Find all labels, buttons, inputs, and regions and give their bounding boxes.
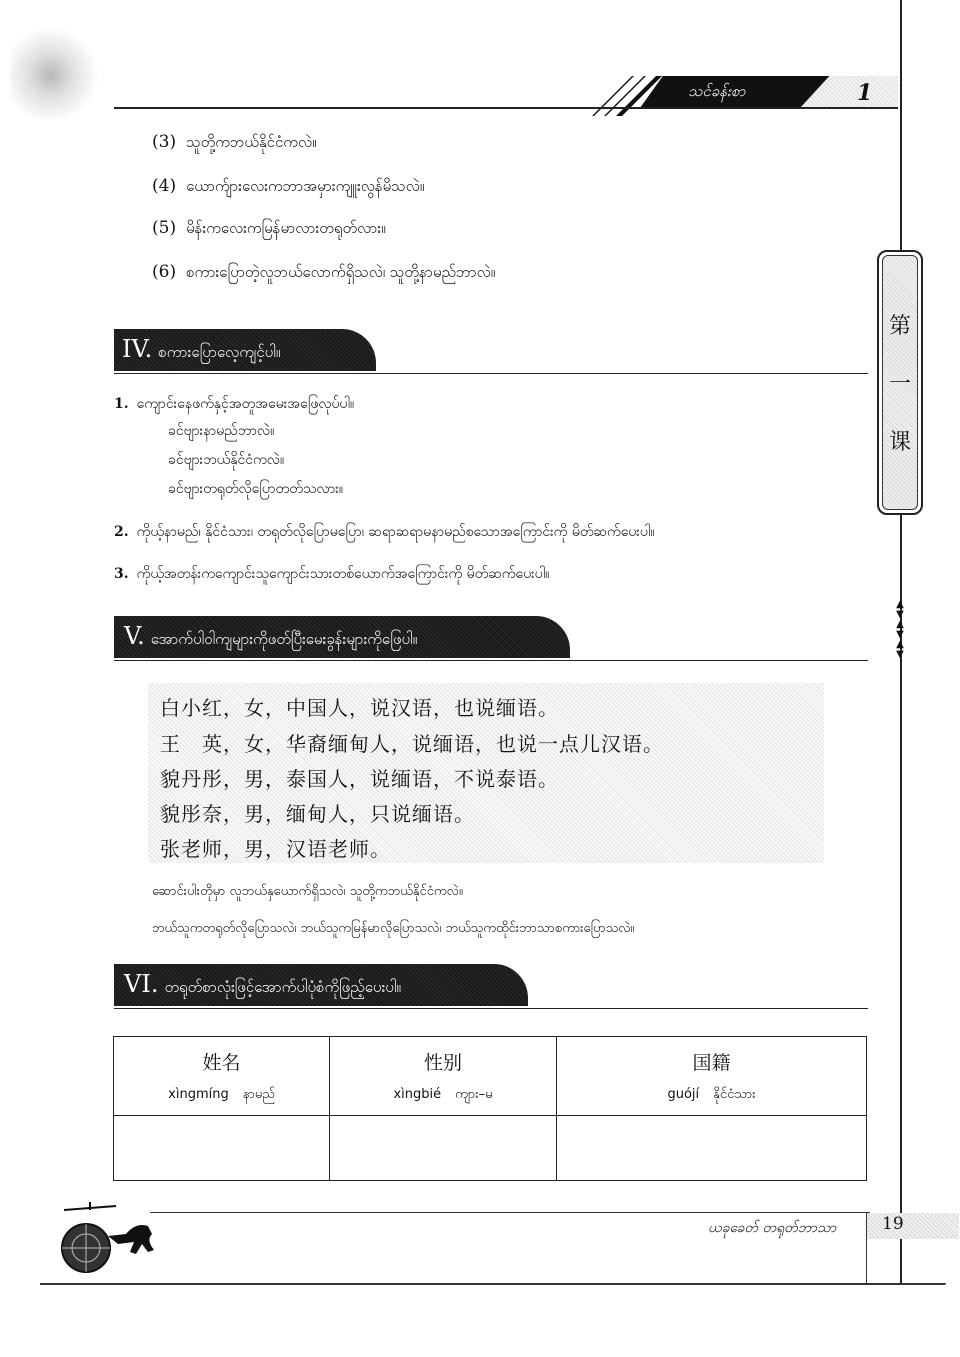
reading-line: 张老师，男，汉语老师。: [160, 837, 391, 861]
section-number: VI.: [124, 970, 159, 998]
sub-prompt: ခင်ဗျားနာမည်ဘာလဲ။: [168, 423, 275, 439]
scan-speckle: [10, 20, 100, 120]
section-header-iv: [114, 329, 376, 371]
question-item: (6) စကားပြောတဲ့လူဘယ်လောက်ရှိသလဲ၊ သူတို့နာမည်ဘာလဲ။: [152, 262, 496, 282]
section-header-v: [114, 616, 570, 658]
header-lesson-label: သင်ခန်းစာ: [688, 82, 746, 100]
side-tab-char: 一: [888, 371, 911, 397]
section-rule: [114, 1008, 868, 1009]
page-number-shade: [867, 1213, 959, 1239]
exercise-item: 2. ကိုယ့်နာမည်၊ နိုင်ငံသား၊ တရုတ်လိုပြောမပြော၊ ဆရာဆရာမနာမည်စသောအကြောင်းကို မိတ်ဆက်ပေးပါ။: [114, 524, 655, 540]
page-number: 19: [882, 1214, 904, 1234]
section-number: IV.: [122, 335, 153, 363]
comprehension-question: ဆောင်းပါးတိုမှာ လူဘယ်နှယောက်ရှိသလဲ၊ သူတို့ကဘယ်နိုင်ငံကလဲ။: [152, 884, 463, 899]
sub-prompt: ခင်ဗျားဘယ်နိုင်ငံကလဲ။: [168, 452, 285, 468]
fill-in-form-table: [113, 1036, 867, 1181]
exercise-item: 1. ကျောင်းနေဖက်နှင့်အတူအမေးအဖြေလုပ်ပါ။: [114, 396, 355, 412]
reading-line: 貌彤奈，男，缅甸人，只说缅语。: [160, 802, 475, 826]
section-rule: [114, 373, 868, 374]
question-item: (3) သူတို့ကဘယ်နိုင်ငံကလဲ။: [152, 132, 317, 152]
header-rule: [114, 107, 898, 109]
question-item: (4) ယောက်ျားလေးကဘာအမှားကျူးလွန်မိသလဲ။: [152, 176, 425, 196]
footer-bottom-rule: [40, 1283, 946, 1285]
column-header-gender: 性别 xìngbié ကျား–မ: [330, 1037, 557, 1116]
gender-cell[interactable]: [330, 1116, 557, 1181]
chapter-number: 1: [857, 80, 873, 106]
comprehension-question: ဘယ်သူကတရုတ်လိုပြောသလဲ၊ ဘယ်သူကမြန်မာလိုပြောသလဲ၊ ဘယ်သူကထိုင်းဘာသာစကားပြောသလဲ။: [152, 921, 635, 936]
reading-line: 白小红，女，中国人，说汉语，也说缅语。: [160, 696, 559, 720]
section-title: တရုတ်စာလုံးဖြင့်အောက်ပါပုံစံကိုဖြည့်ပေးပါ။: [164, 978, 401, 996]
section-rule: [114, 660, 868, 661]
book-title: ယခုခေတ် တရုတ်ဘာသာ: [708, 1220, 837, 1236]
footer-rule: [150, 1212, 870, 1213]
question-item: (5) မိန်းကလေးကမြန်မာလားတရုတ်လား။: [152, 218, 386, 238]
column-header-nationality: 国籍 guójí နိုင်ငံသား: [557, 1037, 867, 1116]
side-tab-char: 课: [888, 429, 911, 455]
name-cell[interactable]: [114, 1116, 330, 1181]
nationality-cell[interactable]: [557, 1116, 867, 1181]
lesson-side-tab: [877, 250, 923, 515]
section-title: စကားပြောလေ့ကျင့်ပါ။: [158, 343, 281, 361]
section-header-vi: [114, 964, 528, 1006]
section-title: အောက်ပါဝါကျများကိုဖတ်ပြီးမေးခွန်းများကိုဖြေပါ။: [150, 630, 418, 648]
reading-line: 王 英，女，华裔缅甸人，说缅语，也说一点儿汉语。: [160, 732, 664, 756]
arrow-ornament-icon: ▲▼▲▼▲▼: [896, 599, 904, 660]
sub-prompt: ခင်ဗျားတရုတ်လိုပြောတတ်သလား။: [168, 481, 344, 497]
section-number: V.: [124, 622, 145, 650]
column-header-name: 姓名 xìngmíng နာမည်: [114, 1037, 330, 1116]
reading-line: 貌丹彤，男，泰国人，说缅语，不说泰语。: [160, 767, 559, 791]
exercise-item: 3. ကိုယ့်အတန်းကကျောင်းသူကျောင်းသားတစ်ယောက်အကြောင်းကို မိတ်ဆက်ပေးပါ။: [114, 566, 550, 582]
side-tab-char: 第: [888, 314, 911, 340]
